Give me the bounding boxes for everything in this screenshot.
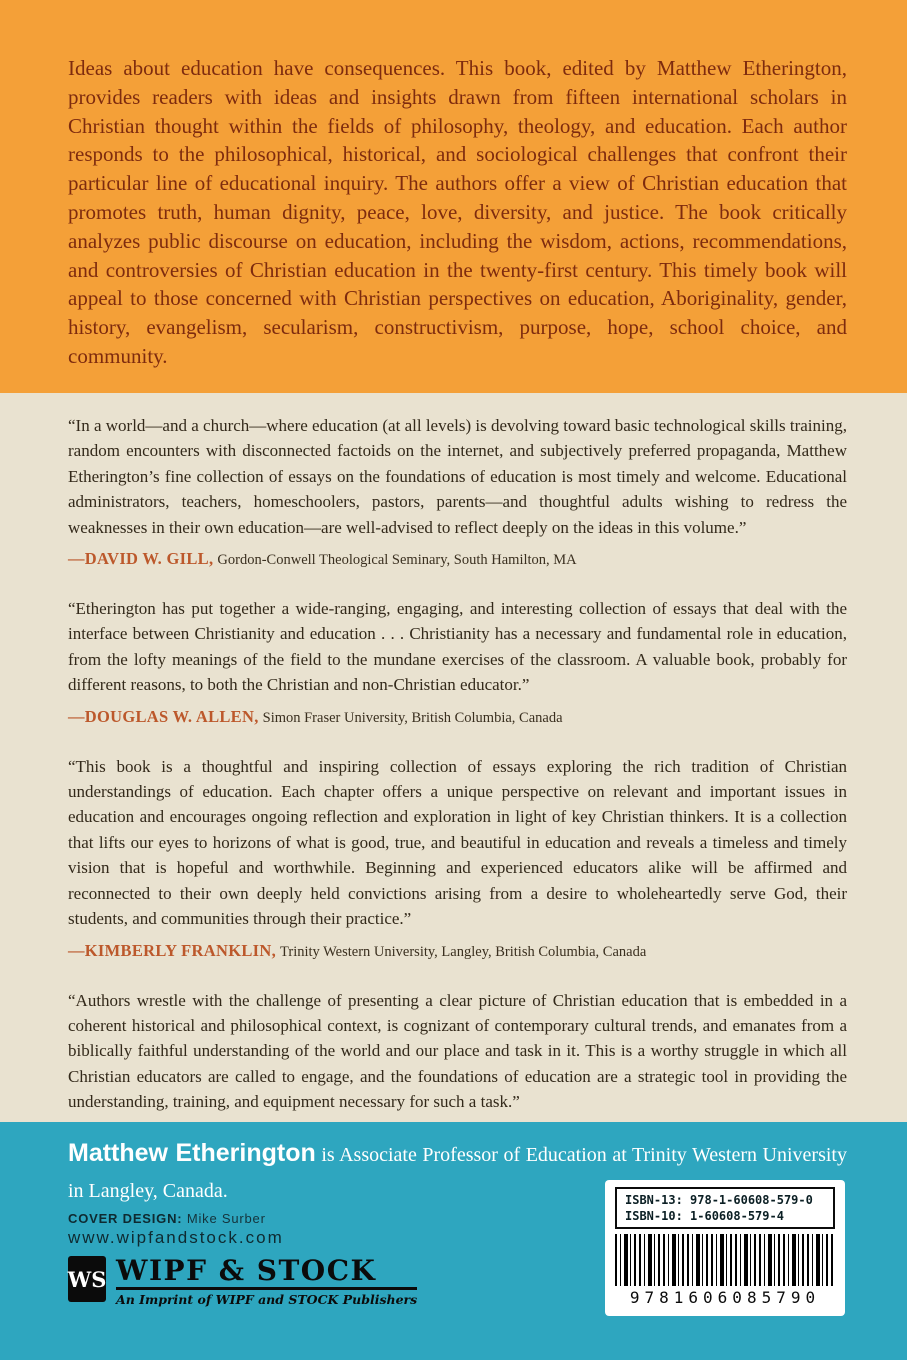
isbn10-line: ISBN-10: 1-60608-579-4 [625,1209,784,1223]
quote-attribution [68,941,847,962]
attribution-affiliation: Simon Fraser University, British Columbia, Canada [262,709,563,726]
isbn13-line: ISBN-13: 978-1-60608-579-0 [625,1193,813,1207]
barcode-number: 9781606085790 [629,1288,821,1307]
quote-text: “This book is a thoughtful and inspiring collection of essays exploring the rich tradition of Christian understandings of education. Each chapter offers a unique perspective on relevant and important issues in education and encourages ongoing reflection and exploration in light of key Christian thinkers. It is a collection that lifts our eyes to horizons of what is good, true, and beautiful in education and reveals a timeless and timely vision that is hopeful and worthwhile. Beginning and experienced educators alike will be affirmed and reconnected to their own deeply held convictions arising from a desire to wholeheartedly serve God, their students, and communities through their practice.” [68,756,847,929]
endorsement-quote [68,596,847,728]
endorsements-section [0,393,907,1122]
barcode-panel [605,1180,845,1316]
author-bio: is Associate Professor of Education at Trinity Western University in Langley, Canada. [68,1144,847,1202]
author-name: Matthew Etherington [68,1139,316,1167]
attribution-affiliation: Gordon-Conwell Theological Seminary, South Hamilton, MA [217,552,577,569]
publisher-logo-text [116,1256,417,1307]
cover-design-label: COVER DESIGN: [68,1211,183,1226]
quote-attribution [68,549,847,570]
publisher-logo [68,1256,417,1307]
quote-text: “Etherington has put together a wide-ranging, engaging, and interesting collection of essays that deal with the interface between Christianity and education . . . Christianity has a necessary and fundamental role in education, from the lofty meanings of the field to the mundane exercises of the classroom. A valuable book, probably for different reasons, to both the Christian and non-Christian educator.” [68,599,847,695]
quote-text: “In a world—and a church—where education (at all levels) is devolving toward basic technological skills training, random encounters with disconnected factoids on the internet, and subjectively preferred propaganda, Matthew Etherington’s fine collection of essays on the foundations of education is most timely and welcome. Educational administrators, teachers, homeschoolers, pastors, parents—and thoughtful adults wishing to redress the weaknesses in their own education—are well-advised to reflect deeply on the ideas in this volume.” [68,416,847,537]
ws-monogram-icon [68,1256,106,1302]
isbn-box [615,1187,835,1229]
publisher-website: www.wipfandstock.com [68,1228,284,1247]
publisher-tagline: An Imprint of WIPF and STOCK Publishers [116,1287,417,1307]
attribution-affiliation: Trinity Western University, Langley, British Columbia, Canada [280,943,647,960]
attribution-name: —DAVID W. GILL, [68,549,214,569]
quote-attribution [68,707,847,728]
endorsement-quote [68,988,847,1145]
publisher-name: WIPF & STOCK [116,1254,377,1287]
attribution-name: —KIMBERLY FRANKLIN, [68,940,277,960]
ws-monogram-text: WS [67,1266,107,1292]
endorsement-quote [68,754,847,962]
quote-text: “Authors wrestle with the challenge of presenting a clear picture of Christian education that is embedded in a coherent historical and philosophical context, is cognizant of contemporary cultural trends, and emanates from a biblically faithful understanding of the world and our place and task in it. This is a worthy struggle in which all Christian educators are called to engage, and the foundations of education are a strategic tool in providing the understanding, training, and equipment necessary for such a task.” [68,990,847,1112]
cover-design-name: Mike Surber [182,1211,266,1226]
cover-design-credit [68,1211,266,1226]
barcode-bars-icon [615,1234,835,1286]
publisher-section [0,1122,907,1360]
synopsis-text: Ideas about education have consequences. This book, edited by Matthew Etherington, provides readers with ideas and insights drawn from fifteen international scholars in Christian thought within the fields of philosophy, theology, and education. Each author responds to the philosophical, historical, and sociological challenges that confront their particular line of educational inquiry. The authors offer a view of Christian education that promotes truth, human dignity, peace, love, diversity, and justice. The book critically analyzes public discourse on education, including the wisdom, actions, recommendations, and controversies of Christian education in the twenty-first century. This timely book will appeal to those concerned with Christian perspectives on education, Aboriginality, gender, history, evangelism, secularism, constructivism, purpose, hope, school choice, and community. [68,56,847,368]
attribution-name: —DOUGLAS W. ALLEN, [68,706,259,726]
synopsis-section [0,0,907,393]
endorsement-quote [68,413,847,570]
